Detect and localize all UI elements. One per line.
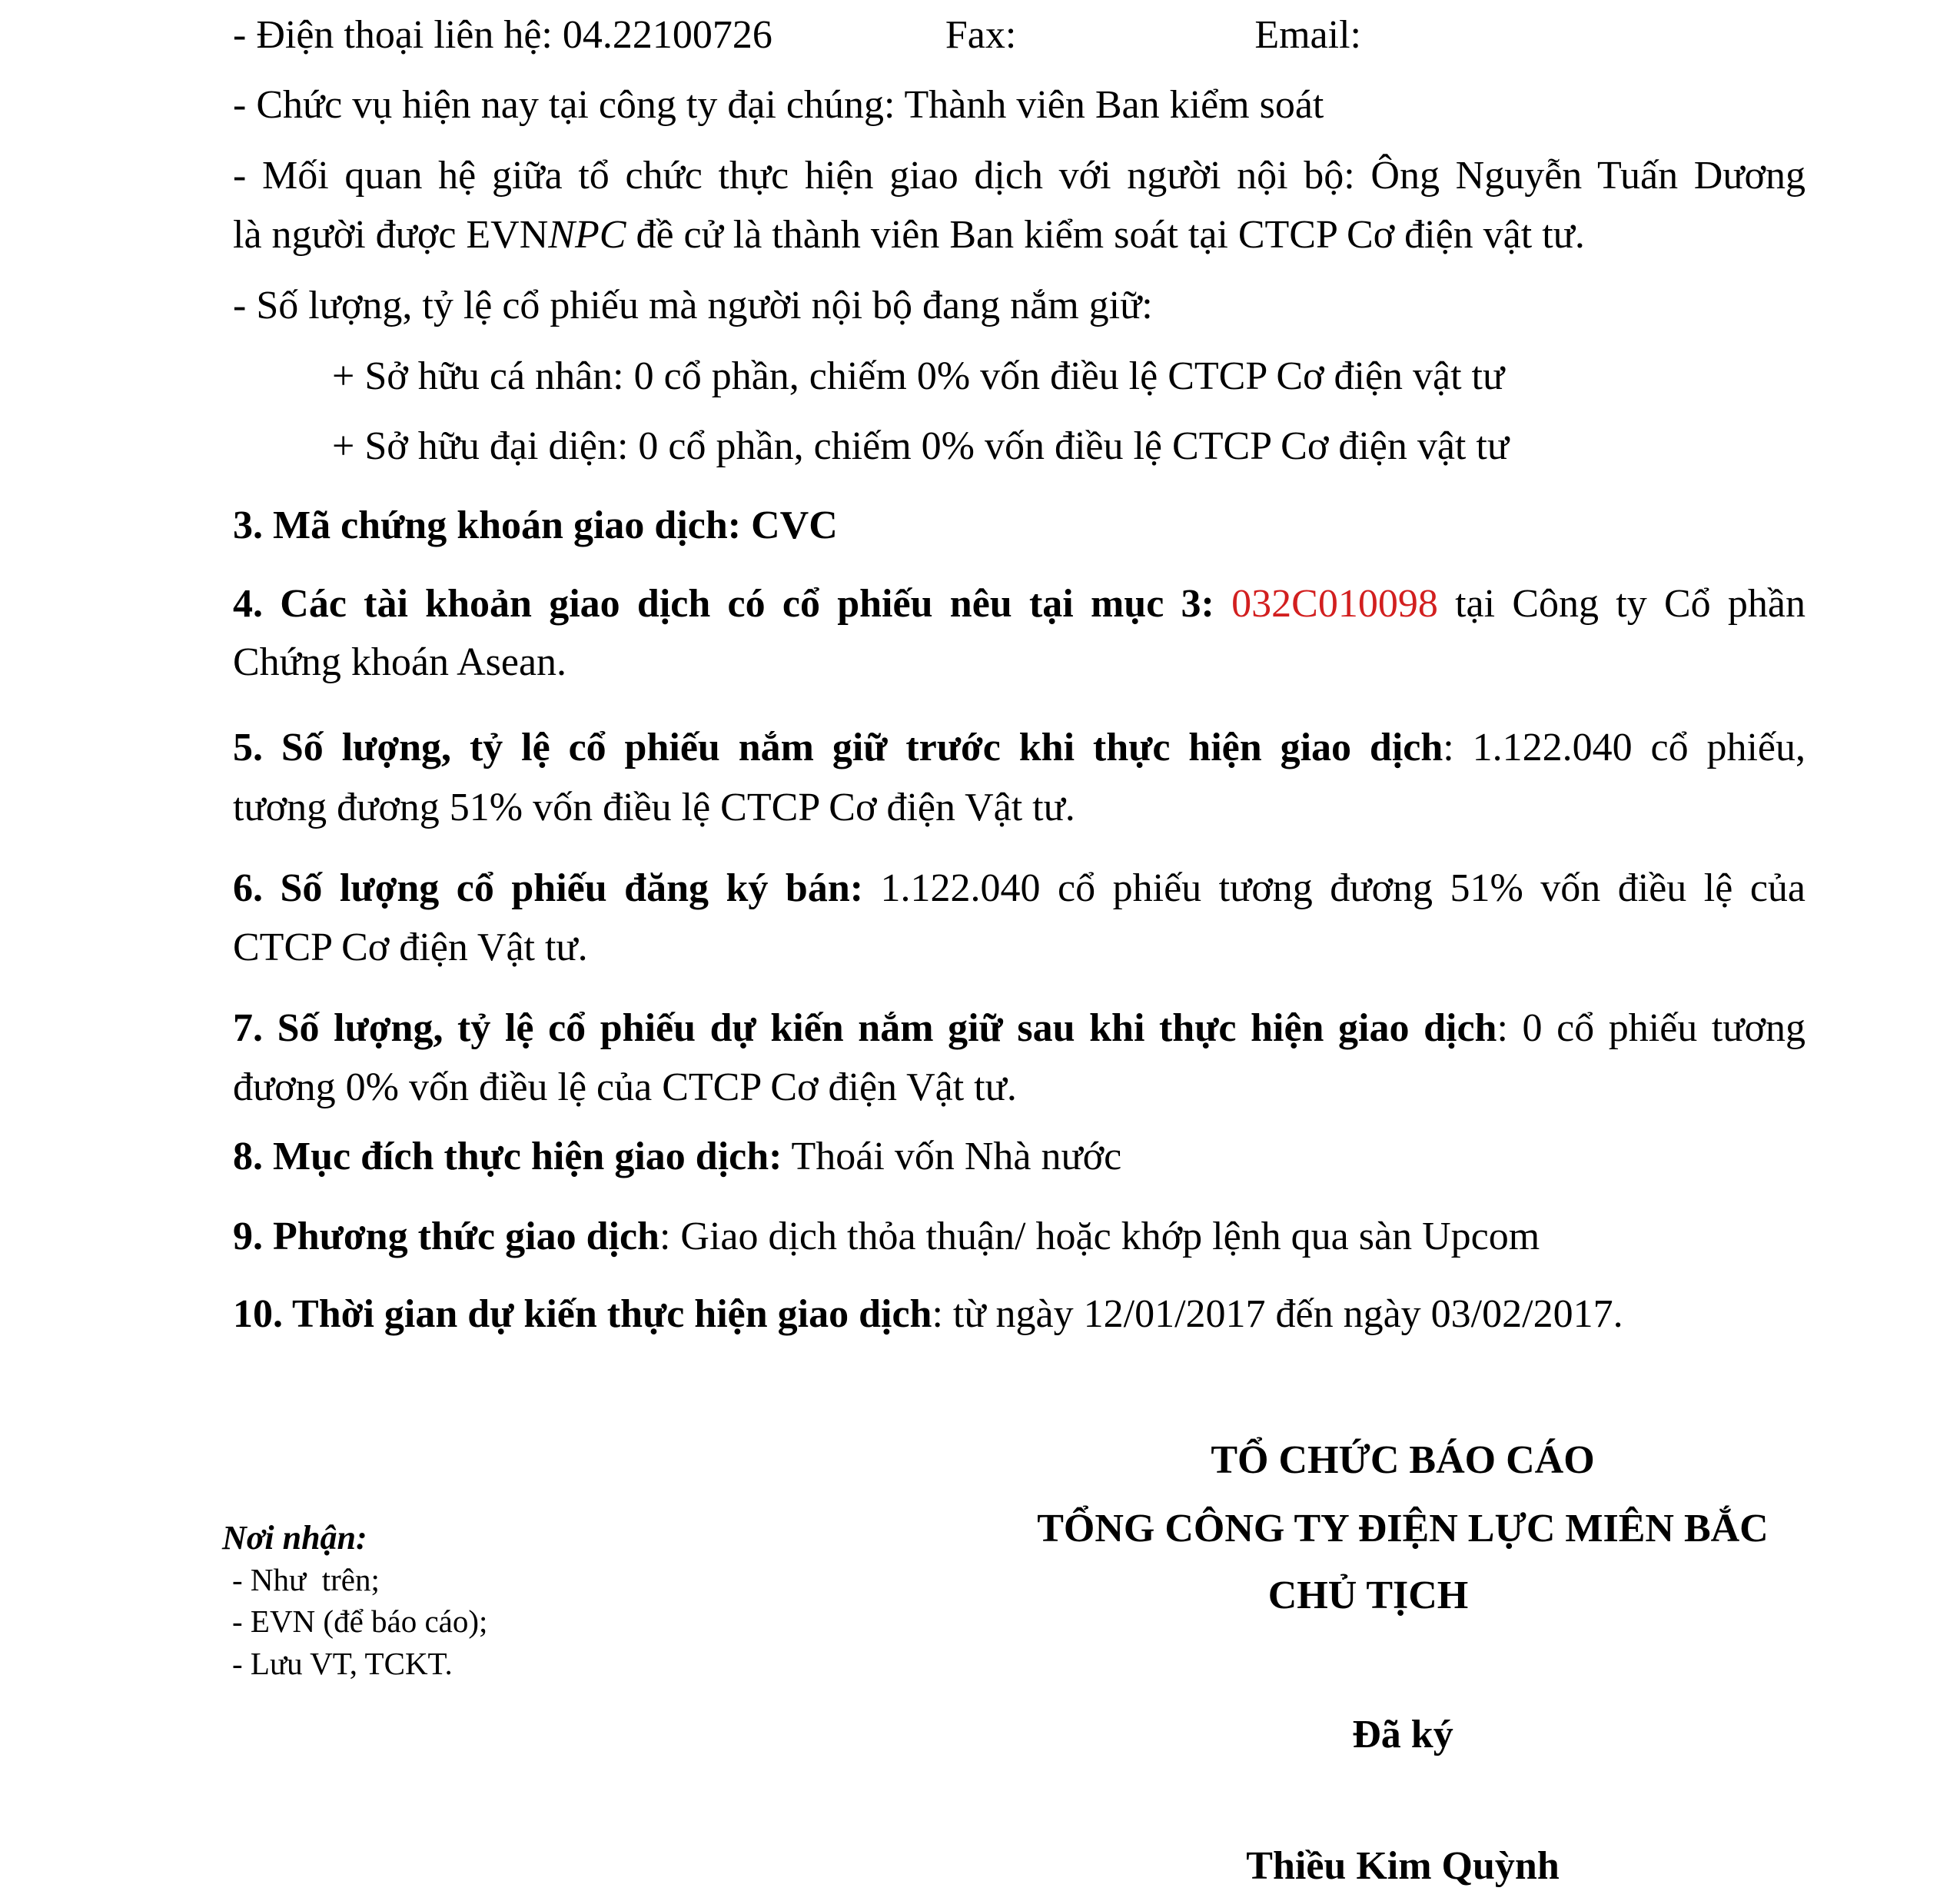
item-6-line-2: CTCP Cơ điện Vật tư.: [233, 926, 588, 969]
item-5-line-2: tương đương 51% vốn điều lệ CTCP Cơ điện Vật tư.: [233, 786, 1075, 829]
item-9: [233, 1217, 1540, 1257]
holdings-representative: + Sở hữu đại diện: 0 cổ phần, chiếm 0% vốn điều lệ CTCP Cơ điện vật tư: [332, 424, 1510, 468]
item-8: [233, 1137, 1121, 1177]
item-5-rest: : 1.122.040 cổ phiếu,: [1443, 726, 1806, 769]
item-6-line-1: [233, 866, 1806, 910]
item-6-rest: 1.122.040 cổ phiếu tương đương 51% vốn điều lệ của: [863, 866, 1806, 910]
signed-status: Đã ký: [1352, 1713, 1453, 1756]
account-number: 032C010098: [1231, 582, 1438, 626]
item-4-line-1: [233, 584, 1806, 624]
email-label: Email:: [1254, 13, 1361, 57]
signer-role: CHỦ TỊCH: [1267, 1574, 1469, 1617]
contact-line: [233, 15, 1361, 55]
holdings-intro: - Số lượng, tỷ lệ cổ phiếu mà người nội bộ đang nắm giữ:: [233, 284, 1153, 327]
recipient-item: - EVN (để báo cáo);: [232, 1604, 488, 1639]
recipient-item: - Như trên;: [232, 1562, 380, 1597]
item-9-label: 9. Phương thức giao dịch: [233, 1215, 659, 1258]
relationship-line-2: [233, 215, 1585, 255]
org-title: TỔ CHỨC BÁO CÁO: [1211, 1438, 1595, 1482]
holdings-personal: + Sở hữu cá nhân: 0 cổ phần, chiếm 0% vốn điều lệ CTCP Cơ điện vật tư: [332, 354, 1505, 398]
relationship-line-1: - Mối quan hệ giữa tổ chức thực hiện giao dịch với người nội bộ: Ông Nguyễn Tuấn Dương: [233, 154, 1806, 198]
relationship-org-italic: NPC: [548, 213, 626, 257]
item-8-value: Thoái vốn Nhà nước: [782, 1135, 1122, 1178]
item-9-value: : Giao dịch thỏa thuận/ hoặc khớp lệnh qua sàn Upcom: [659, 1215, 1540, 1258]
signer-name: Thiều Kim Quỳnh: [1246, 1844, 1560, 1888]
item-10: [233, 1294, 1623, 1334]
item-3: 3. Mã chứng khoán giao dịch: CVC: [233, 503, 838, 547]
item-7-label: 7. Số lượng, tỷ lệ cổ phiếu dự kiến nắm giữ sau khi thực hiện giao dịch: [233, 1006, 1497, 1050]
item-4-rest: tại Công ty Cổ phần: [1437, 582, 1806, 626]
item-7-line-1: [233, 1006, 1806, 1050]
relationship-text-rest: đề cử là thành viên Ban kiểm soát tại CTCP Cơ điện vật tư.: [626, 213, 1585, 257]
item-10-label: 10. Thời gian dự kiến thực hiện giao dịch: [233, 1292, 932, 1336]
position-line: - Chức vụ hiện nay tại công ty đại chúng: Thành viên Ban kiểm soát: [233, 83, 1324, 127]
relationship-text: là người được EVN: [233, 213, 549, 257]
item-4-line-2: Chứng khoán Asean.: [233, 640, 567, 684]
item-6-label: 6. Số lượng cổ phiếu đăng ký bán:: [233, 866, 864, 910]
org-name: TỔNG CÔNG TY ĐIỆN LỰC MIÊN BẮC: [1037, 1507, 1769, 1550]
fax-label: Fax:: [945, 13, 1017, 57]
item-10-value: : từ ngày 12/01/2017 đến ngày 03/02/2017.: [932, 1292, 1623, 1336]
item-7-rest: : 0 cổ phiếu tương: [1497, 1006, 1806, 1050]
recipient-item: - Lưu VT, TCKT.: [232, 1646, 453, 1681]
item-4-label: 4. Các tài khoản giao dịch có cổ phiếu nêu tại mục 3:: [233, 582, 1214, 626]
item-5-line-1: [233, 728, 1806, 768]
item-8-label: 8. Mục đích thực hiện giao dịch:: [233, 1135, 782, 1178]
item-5-label: 5. Số lượng, tỷ lệ cổ phiếu nắm giữ trước khi thực hiện giao dịch: [233, 726, 1443, 769]
recipients-title: Nơi nhận:: [222, 1519, 367, 1557]
phone-label: - Điện thoại liên hệ: 04.22100726: [233, 13, 772, 57]
item-7-line-2: đương 0% vốn điều lệ của CTCP Cơ điện Vật tư.: [233, 1065, 1017, 1109]
